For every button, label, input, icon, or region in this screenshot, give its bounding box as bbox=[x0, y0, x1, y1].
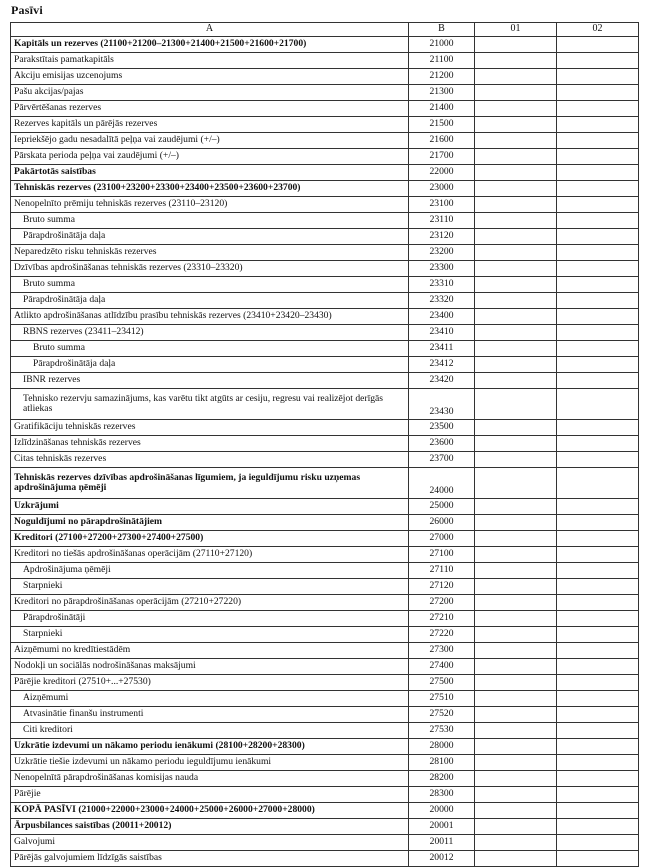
cell-01-value[interactable] bbox=[475, 771, 557, 787]
row-label: Pārējie bbox=[11, 787, 409, 803]
row-code: 23320 bbox=[409, 293, 475, 309]
cell-01-value[interactable] bbox=[475, 101, 557, 117]
cell-01-value[interactable] bbox=[475, 245, 557, 261]
row-code: 20012 bbox=[409, 851, 475, 867]
column-header-a: A bbox=[11, 23, 409, 37]
row-code: 23110 bbox=[409, 213, 475, 229]
cell-02-value[interactable] bbox=[557, 197, 639, 213]
row-code: 27530 bbox=[409, 723, 475, 739]
cell-02-value[interactable] bbox=[557, 531, 639, 547]
row-label: Uzkrājumi bbox=[11, 499, 409, 515]
row-code: 24000 bbox=[409, 468, 475, 499]
row-label: Citi kreditori bbox=[11, 723, 409, 739]
row-label: Dzīvības apdrošināšanas tehniskās rezerves (23310–23320) bbox=[11, 261, 409, 277]
table-row bbox=[11, 579, 639, 595]
row-label: Pārapdrošinātāja daļa bbox=[11, 229, 409, 245]
row-label: Starpnieki bbox=[11, 579, 409, 595]
cell-02-value[interactable] bbox=[557, 69, 639, 85]
cell-02-value[interactable] bbox=[557, 547, 639, 563]
cell-02-value[interactable] bbox=[557, 277, 639, 293]
cell-02-value[interactable] bbox=[557, 309, 639, 325]
table-row bbox=[11, 277, 639, 293]
cell-01-value[interactable] bbox=[475, 293, 557, 309]
table-row bbox=[11, 643, 639, 659]
cell-02-value[interactable] bbox=[557, 373, 639, 389]
row-label: Atlikto apdrošināšanas atlīdzību prasību tehniskās rezerves (23410+23420–23430) bbox=[11, 309, 409, 325]
row-label: Citas tehniskās rezerves bbox=[11, 452, 409, 468]
column-header-02: 02 bbox=[557, 23, 639, 37]
cell-01-value[interactable] bbox=[475, 261, 557, 277]
row-label: Rezerves kapitāls un pārējās rezerves bbox=[11, 117, 409, 133]
row-code: 28200 bbox=[409, 771, 475, 787]
row-code: 27500 bbox=[409, 675, 475, 691]
row-code: 27220 bbox=[409, 627, 475, 643]
table-row bbox=[11, 213, 639, 229]
row-label: Noguldījumi no pārapdrošinātājiem bbox=[11, 515, 409, 531]
cell-01-value[interactable] bbox=[475, 452, 557, 468]
cell-02-value[interactable] bbox=[557, 499, 639, 515]
row-code: 28100 bbox=[409, 755, 475, 771]
row-code: 27200 bbox=[409, 595, 475, 611]
table-row bbox=[11, 229, 639, 245]
cell-01-value[interactable] bbox=[475, 117, 557, 133]
table-row bbox=[11, 149, 639, 165]
cell-01-value[interactable] bbox=[475, 373, 557, 389]
row-label: Galvojumi bbox=[11, 835, 409, 851]
column-header-b: B bbox=[409, 23, 475, 37]
row-code: 21500 bbox=[409, 117, 475, 133]
row-code: 22000 bbox=[409, 165, 475, 181]
cell-01-value[interactable] bbox=[475, 691, 557, 707]
row-label: Pakārtotās saistības bbox=[11, 165, 409, 181]
cell-02-value[interactable] bbox=[557, 293, 639, 309]
cell-01-value[interactable] bbox=[475, 659, 557, 675]
row-label: Neparedzēto risku tehniskās rezerves bbox=[11, 245, 409, 261]
row-label: Starpnieki bbox=[11, 627, 409, 643]
cell-02-value[interactable] bbox=[557, 101, 639, 117]
row-label: Bruto summa bbox=[11, 277, 409, 293]
cell-02-value[interactable] bbox=[557, 133, 639, 149]
row-code: 21200 bbox=[409, 69, 475, 85]
row-code: 27510 bbox=[409, 691, 475, 707]
row-label: Nenopelnīto prēmiju tehniskās rezerves (23110–23120) bbox=[11, 197, 409, 213]
row-code: 23410 bbox=[409, 325, 475, 341]
row-label: KOPĀ PASĪVI (21000+22000+23000+24000+25000+26000+27000+28000) bbox=[11, 803, 409, 819]
cell-01-value[interactable] bbox=[475, 133, 557, 149]
cell-02-value[interactable] bbox=[557, 389, 639, 420]
table-row bbox=[11, 325, 639, 341]
table-row bbox=[11, 85, 639, 101]
table-row bbox=[11, 611, 639, 627]
table-row bbox=[11, 133, 639, 149]
row-label: Bruto summa bbox=[11, 213, 409, 229]
table-row bbox=[11, 835, 639, 851]
cell-02-value[interactable] bbox=[557, 579, 639, 595]
row-code: 27400 bbox=[409, 659, 475, 675]
cell-02-value[interactable] bbox=[557, 851, 639, 867]
cell-02-value[interactable] bbox=[557, 452, 639, 468]
row-code: 27000 bbox=[409, 531, 475, 547]
table-row bbox=[11, 117, 639, 133]
table-row bbox=[11, 341, 639, 357]
row-label: Kreditori no pārapdrošināšanas operācijām (27210+27220) bbox=[11, 595, 409, 611]
cell-01-value[interactable] bbox=[475, 149, 557, 165]
row-code: 26000 bbox=[409, 515, 475, 531]
cell-02-value[interactable] bbox=[557, 803, 639, 819]
row-code: 28300 bbox=[409, 787, 475, 803]
row-code: 28000 bbox=[409, 739, 475, 755]
table-row bbox=[11, 787, 639, 803]
table-body bbox=[11, 23, 639, 867]
table-row bbox=[11, 452, 639, 468]
table-row bbox=[11, 595, 639, 611]
row-code: 21300 bbox=[409, 85, 475, 101]
cell-02-value[interactable] bbox=[557, 723, 639, 739]
cell-01-value[interactable] bbox=[475, 547, 557, 563]
row-label: Pārējās galvojumiem līdzīgās saistības bbox=[11, 851, 409, 867]
table-row bbox=[11, 627, 639, 643]
cell-02-value[interactable] bbox=[557, 595, 639, 611]
row-label: Gratifikāciju tehniskās rezerves bbox=[11, 420, 409, 436]
row-label: Pārskata perioda peļņa vai zaudējumi (+/–) bbox=[11, 149, 409, 165]
row-code: 20001 bbox=[409, 819, 475, 835]
row-code: 20000 bbox=[409, 803, 475, 819]
cell-02-value[interactable] bbox=[557, 468, 639, 499]
cell-02-value[interactable] bbox=[557, 261, 639, 277]
row-label: Pārapdrošinātāji bbox=[11, 611, 409, 627]
liabilities-table bbox=[10, 22, 639, 867]
row-code: 23700 bbox=[409, 452, 475, 468]
cell-02-value[interactable] bbox=[557, 245, 639, 261]
row-label: Akciju emisijas uzcenojums bbox=[11, 69, 409, 85]
cell-01-value[interactable] bbox=[475, 468, 557, 499]
table-header-row bbox=[11, 23, 639, 37]
cell-01-value[interactable] bbox=[475, 755, 557, 771]
table-row bbox=[11, 69, 639, 85]
row-code: 27520 bbox=[409, 707, 475, 723]
row-code: 23000 bbox=[409, 181, 475, 197]
row-code: 27100 bbox=[409, 547, 475, 563]
cell-02-value[interactable] bbox=[557, 787, 639, 803]
cell-01-value[interactable] bbox=[475, 707, 557, 723]
table-row bbox=[11, 197, 639, 213]
row-label: Kreditori (27100+27200+27300+27400+27500) bbox=[11, 531, 409, 547]
row-code: 21400 bbox=[409, 101, 475, 117]
cell-02-value[interactable] bbox=[557, 53, 639, 69]
cell-02-value[interactable] bbox=[557, 563, 639, 579]
cell-01-value[interactable] bbox=[475, 420, 557, 436]
cell-01-value[interactable] bbox=[475, 787, 557, 803]
cell-01-value[interactable] bbox=[475, 531, 557, 547]
table-row bbox=[11, 755, 639, 771]
cell-01-value[interactable] bbox=[475, 197, 557, 213]
row-label: Aizņēmumi no kredītiestādēm bbox=[11, 643, 409, 659]
cell-01-value[interactable] bbox=[475, 37, 557, 53]
row-label: Nodokļi un sociālās nodrošināšanas maksājumi bbox=[11, 659, 409, 675]
row-label: Atvasinātie finanšu instrumenti bbox=[11, 707, 409, 723]
table-row bbox=[11, 819, 639, 835]
cell-02-value[interactable] bbox=[557, 213, 639, 229]
cell-02-value[interactable] bbox=[557, 420, 639, 436]
cell-01-value[interactable] bbox=[475, 165, 557, 181]
row-label: Aizņēmumi bbox=[11, 691, 409, 707]
cell-01-value[interactable] bbox=[475, 611, 557, 627]
row-code: 23310 bbox=[409, 277, 475, 293]
cell-02-value[interactable] bbox=[557, 85, 639, 101]
cell-01-value[interactable] bbox=[475, 563, 557, 579]
cell-02-value[interactable] bbox=[557, 739, 639, 755]
row-label: RBNS rezerves (23411–23412) bbox=[11, 325, 409, 341]
row-label: Tehniskās rezerves (23100+23200+23300+23400+23500+23600+23700) bbox=[11, 181, 409, 197]
row-label: Kreditori no tiešās apdrošināšanas operācijām (27110+27120) bbox=[11, 547, 409, 563]
cell-02-value[interactable] bbox=[557, 643, 639, 659]
column-header-01: 01 bbox=[475, 23, 557, 37]
cell-01-value[interactable] bbox=[475, 341, 557, 357]
row-code: 27210 bbox=[409, 611, 475, 627]
table-row bbox=[11, 309, 639, 325]
cell-02-value[interactable] bbox=[557, 325, 639, 341]
cell-01-value[interactable] bbox=[475, 851, 557, 867]
cell-01-value[interactable] bbox=[475, 803, 557, 819]
table-row bbox=[11, 659, 639, 675]
row-code: 23200 bbox=[409, 245, 475, 261]
table-row bbox=[11, 803, 639, 819]
table-row bbox=[11, 739, 639, 755]
cell-01-value[interactable] bbox=[475, 85, 557, 101]
row-code: 27300 bbox=[409, 643, 475, 659]
row-code: 23430 bbox=[409, 389, 475, 420]
cell-01-value[interactable] bbox=[475, 595, 557, 611]
table-row bbox=[11, 53, 639, 69]
cell-01-value[interactable] bbox=[475, 499, 557, 515]
table-row bbox=[11, 515, 639, 531]
cell-01-value[interactable] bbox=[475, 181, 557, 197]
cell-01-value[interactable] bbox=[475, 229, 557, 245]
cell-02-value[interactable] bbox=[557, 165, 639, 181]
row-label: Pārapdrošinātāja daļa bbox=[11, 357, 409, 373]
table-row bbox=[11, 165, 639, 181]
table-row bbox=[11, 675, 639, 691]
cell-02-value[interactable] bbox=[557, 149, 639, 165]
row-code: 23100 bbox=[409, 197, 475, 213]
cell-01-value[interactable] bbox=[475, 53, 557, 69]
row-label: Kapitāls un rezerves (21100+21200–21300+21400+21500+21600+21700) bbox=[11, 37, 409, 53]
row-code: 23400 bbox=[409, 309, 475, 325]
cell-01-value[interactable] bbox=[475, 835, 557, 851]
cell-02-value[interactable] bbox=[557, 691, 639, 707]
cell-02-value[interactable] bbox=[557, 436, 639, 452]
cell-01-value[interactable] bbox=[475, 723, 557, 739]
row-code: 27120 bbox=[409, 579, 475, 595]
table-row bbox=[11, 691, 639, 707]
table-row bbox=[11, 181, 639, 197]
cell-01-value[interactable] bbox=[475, 69, 557, 85]
row-code: 23412 bbox=[409, 357, 475, 373]
row-label: Bruto summa bbox=[11, 341, 409, 357]
cell-02-value[interactable] bbox=[557, 835, 639, 851]
table-row bbox=[11, 357, 639, 373]
cell-01-value[interactable] bbox=[475, 515, 557, 531]
cell-02-value[interactable] bbox=[557, 611, 639, 627]
table-row bbox=[11, 436, 639, 452]
row-code: 23120 bbox=[409, 229, 475, 245]
row-code: 23411 bbox=[409, 341, 475, 357]
row-label: Tehniskās rezerves dzīvības apdrošināšanas līgumiem, ja ieguldījumu risku uzņemas apdrošinājuma ņēmēji bbox=[11, 468, 409, 499]
row-code: 21700 bbox=[409, 149, 475, 165]
cell-02-value[interactable] bbox=[557, 181, 639, 197]
table-row bbox=[11, 373, 639, 389]
cell-02-value[interactable] bbox=[557, 707, 639, 723]
table-row bbox=[11, 261, 639, 277]
cell-02-value[interactable] bbox=[557, 117, 639, 133]
row-label: Uzkrātie tiešie izdevumi un nākamo periodu ieguldījumu ienākumi bbox=[11, 755, 409, 771]
row-code: 23300 bbox=[409, 261, 475, 277]
table-row bbox=[11, 389, 639, 420]
cell-01-value[interactable] bbox=[475, 357, 557, 373]
cell-01-value[interactable] bbox=[475, 675, 557, 691]
table-row bbox=[11, 293, 639, 309]
cell-01-value[interactable] bbox=[475, 579, 557, 595]
cell-01-value[interactable] bbox=[475, 739, 557, 755]
cell-01-value[interactable] bbox=[475, 436, 557, 452]
cell-01-value[interactable] bbox=[475, 819, 557, 835]
row-label: Tehnisko rezervju samazinājums, kas varētu tikt atgūts ar cesiju, regresu vai realizējot derīgās atliekas bbox=[11, 389, 409, 420]
page-title: Pasīvi bbox=[11, 3, 43, 17]
cell-02-value[interactable] bbox=[557, 229, 639, 245]
row-label: Apdrošinājuma ņēmēji bbox=[11, 563, 409, 579]
row-label: Pārapdrošinātāja daļa bbox=[11, 293, 409, 309]
row-label: Izlīdzināšanas tehniskās rezerves bbox=[11, 436, 409, 452]
cell-01-value[interactable] bbox=[475, 213, 557, 229]
row-label: Nenopelnītā pārapdrošināšanas komisijas nauda bbox=[11, 771, 409, 787]
table-row bbox=[11, 851, 639, 867]
cell-01-value[interactable] bbox=[475, 643, 557, 659]
row-code: 27110 bbox=[409, 563, 475, 579]
cell-01-value[interactable] bbox=[475, 277, 557, 293]
row-label: Parakstītais pamatkapitāls bbox=[11, 53, 409, 69]
table-row bbox=[11, 723, 639, 739]
cell-01-value[interactable] bbox=[475, 627, 557, 643]
cell-01-value[interactable] bbox=[475, 325, 557, 341]
table-row bbox=[11, 547, 639, 563]
cell-02-value[interactable] bbox=[557, 675, 639, 691]
cell-02-value[interactable] bbox=[557, 771, 639, 787]
table-row bbox=[11, 420, 639, 436]
row-label: Pašu akcijas/pajas bbox=[11, 85, 409, 101]
row-code: 21600 bbox=[409, 133, 475, 149]
cell-02-value[interactable] bbox=[557, 819, 639, 835]
row-label: Pārējie kreditori (27510+...+27530) bbox=[11, 675, 409, 691]
row-label: Pārvērtēšanas rezerves bbox=[11, 101, 409, 117]
table-row bbox=[11, 468, 639, 499]
cell-01-value[interactable] bbox=[475, 309, 557, 325]
row-label: IBNR rezerves bbox=[11, 373, 409, 389]
row-code: 21100 bbox=[409, 53, 475, 69]
table-row bbox=[11, 563, 639, 579]
table-row bbox=[11, 771, 639, 787]
table-row bbox=[11, 37, 639, 53]
row-code: 23600 bbox=[409, 436, 475, 452]
table-row bbox=[11, 499, 639, 515]
row-code: 23500 bbox=[409, 420, 475, 436]
table-row bbox=[11, 245, 639, 261]
table-row bbox=[11, 531, 639, 547]
cell-02-value[interactable] bbox=[557, 659, 639, 675]
row-code: 20011 bbox=[409, 835, 475, 851]
table-row bbox=[11, 707, 639, 723]
row-label: Uzkrātie izdevumi un nākamo periodu ienākumi (28100+28200+28300) bbox=[11, 739, 409, 755]
row-code: 21000 bbox=[409, 37, 475, 53]
table-row bbox=[11, 101, 639, 117]
cell-01-value[interactable] bbox=[475, 389, 557, 420]
cell-02-value[interactable] bbox=[557, 627, 639, 643]
row-code: 25000 bbox=[409, 499, 475, 515]
row-label: Iepriekšējo gadu nesadalītā peļņa vai zaudējumi (+/–) bbox=[11, 133, 409, 149]
cell-02-value[interactable] bbox=[557, 37, 639, 53]
cell-02-value[interactable] bbox=[557, 357, 639, 373]
row-label: Ārpusbilances saistības (20011+20012) bbox=[11, 819, 409, 835]
cell-02-value[interactable] bbox=[557, 515, 639, 531]
row-code: 23420 bbox=[409, 373, 475, 389]
cell-02-value[interactable] bbox=[557, 755, 639, 771]
cell-02-value[interactable] bbox=[557, 341, 639, 357]
